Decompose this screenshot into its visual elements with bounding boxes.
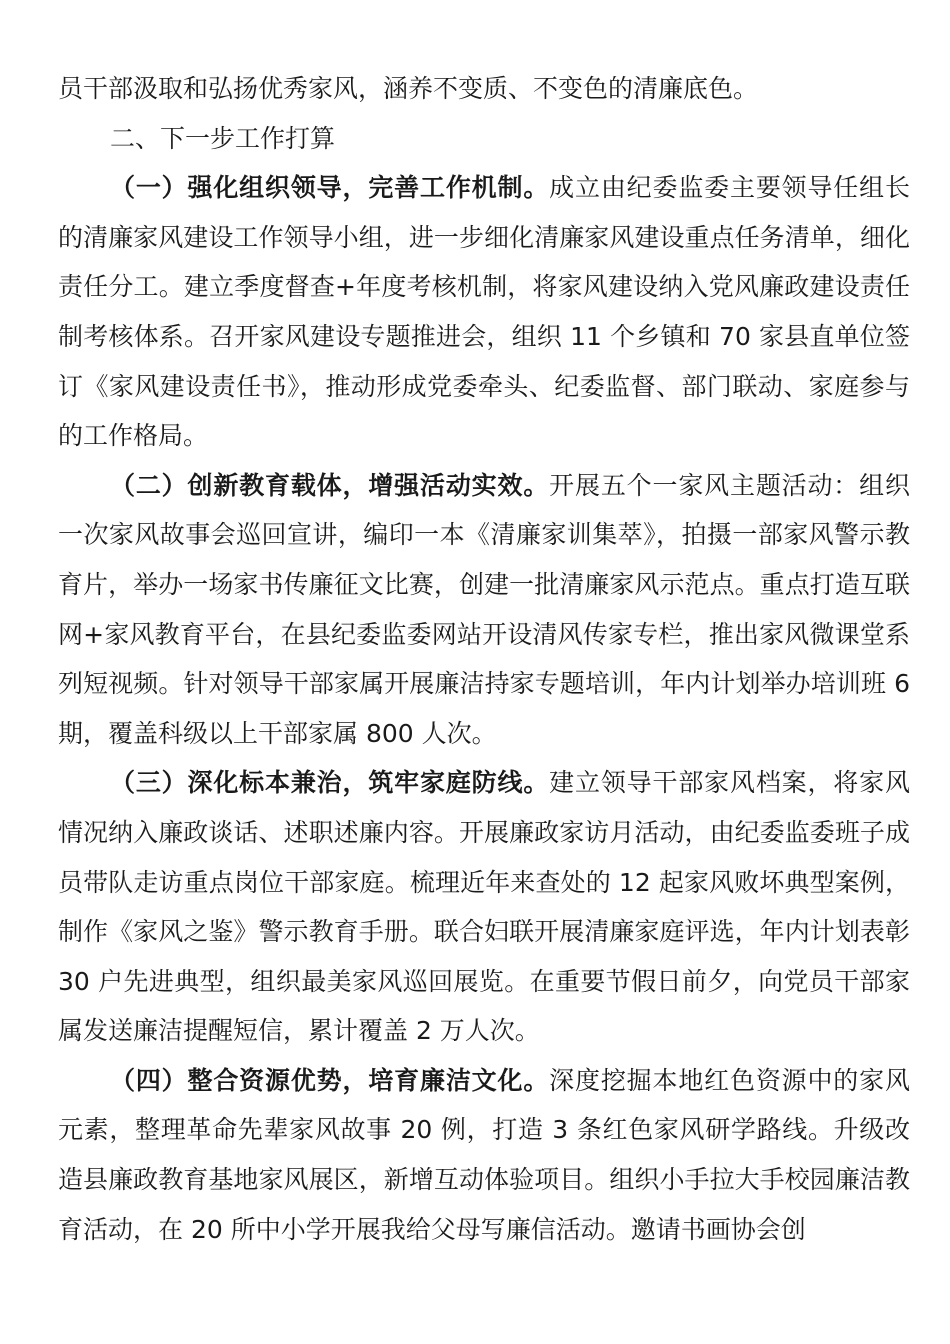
section-2-paragraph <box>58 461 910 759</box>
section-3-paragraph <box>58 758 910 1056</box>
section-3-lead: （三）深化标本兼治，筑牢家庭防线。 <box>110 768 550 798</box>
section-3-body: 建立领导干部家风档案，将家风情况纳入廉政谈话、述职述廉内容。开展廉政家访月活动，由纪委监委班子成员带队走访重点岗位干部家庭。梳理近年来查处的 12 起家风败坏典型案例，制作《家风之鉴》警示教育手册。联合妇联开展清廉家庭评选，年内计划表彰 30 户先进典型，组织最美家风巡回展览。在重要节假日前夕，向党员干部家属发送廉洁提醒短信，累计覆盖 2 万人次。 <box>58 768 910 1046</box>
section-1-lead: （一）强化组织领导，完善工作机制。 <box>110 173 550 203</box>
section-4-body: 深度挖掘本地红色资源中的家风元素，整理革命先辈家风故事 20 例，打造 3 条红色家风研学路线。升级改造县廉政教育基地家风展区，新增互动体验项目。组织小手拉大手校园廉洁教育活动，在 20 所中小学开展我给父母写廉信活动。邀请书画协会创 <box>58 1065 910 1244</box>
section-2-lead: （二）创新教育载体，增强活动实效。 <box>110 470 550 500</box>
continuation-paragraph: 员干部汲取和弘扬优秀家风，涵养不变质、不变色的清廉底色。 <box>58 74 759 103</box>
section-1-paragraph <box>58 163 910 461</box>
section-heading: 二、下一步工作打算 <box>110 123 336 153</box>
document-page <box>58 64 910 1254</box>
section-4-lead: （四）整合资源优势，培育廉洁文化。 <box>110 1065 550 1095</box>
section-1-body: 成立由纪委监委主要领导任组长的清廉家风建设工作领导小组，进一步细化清廉家风建设重点任务清单，细化责任分工。建立季度督查+年度考核机制，将家风建设纳入党风廉政建设责任制考核体系。召开家风建设专题推进会，组织 11 个乡镇和 70 家县直单位签订《家风建设责任书》，推动形成党委牵头、纪委监督、部门联动、家庭参与的工作格局。 <box>58 173 910 451</box>
section-2-body: 开展五个一家风主题活动：组织一次家风故事会巡回宣讲，编印一本《清廉家训集萃》，拍摄一部家风警示教育片，举办一场家书传廉征文比赛，创建一批清廉家风示范点。重点打造互联网+家风教育平台，在县纪委监委网站开设清风传家专栏，推出家风微课堂系列短视频。针对领导干部家属开展廉洁持家专题培训，年内计划举办培训班 6 期，覆盖科级以上干部家属 800 人次。 <box>58 470 910 748</box>
section-4-paragraph <box>58 1056 910 1254</box>
